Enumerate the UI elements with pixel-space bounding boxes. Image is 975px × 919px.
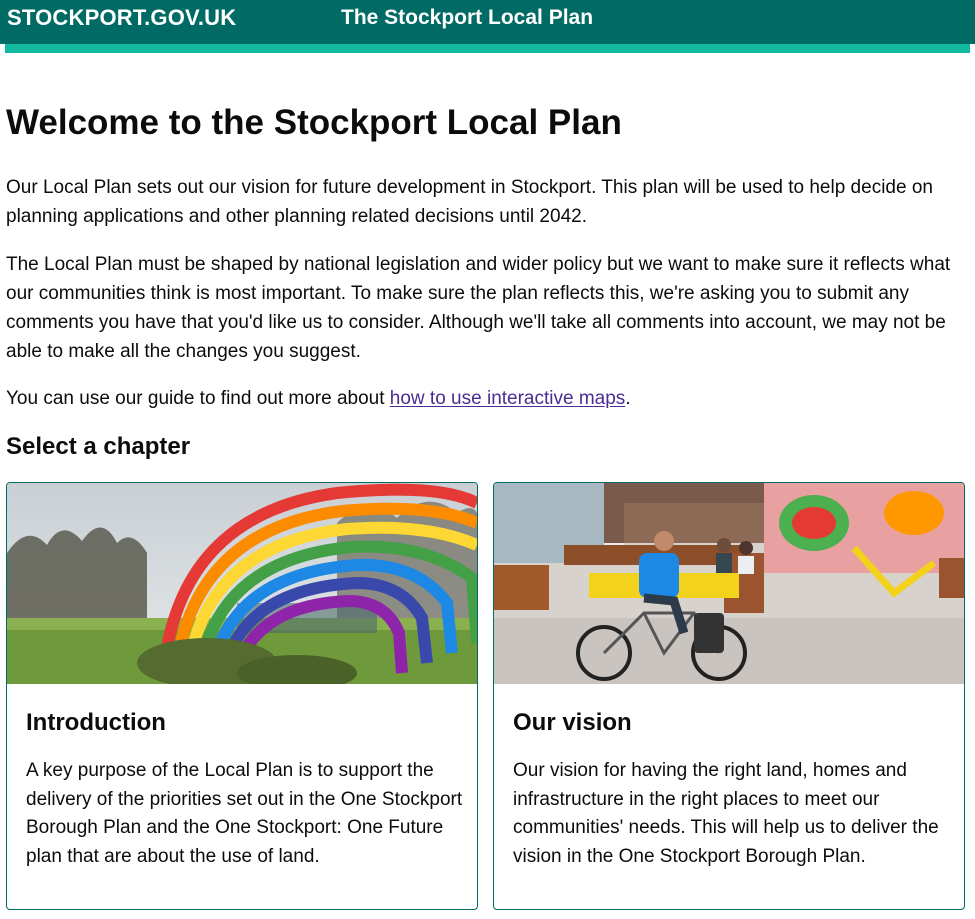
shaping-paragraph: The Local Plan must be shaped by national legislation and wider policy but we want to make sure it reflects what our communities think is most important. To make sure the plan reflects this, we're asking you to submit any comments you have that you'd like us to consider. Although we'll take all comments into account, we may not be able to make all the changes you suggest. [6,254,951,362]
chapter-card-our-vision[interactable] [493,482,965,910]
service-name-link[interactable]: The Stockport Local Plan [341,6,594,29]
header-bar [0,0,975,44]
guide-paragraph [6,384,966,413]
chapter-title[interactable]: Our vision [513,709,632,736]
stockport-home-link[interactable]: STOCKPORT.GOV.UK [7,5,237,30]
header-accent-stripe [5,44,970,53]
chapter-description: Our vision for having the right land, homes and infrastructure in the right places to meet our communities' needs. This will help us to deliver the vision in the One Stockport Borough Plan. [513,760,939,867]
chapters-heading: Select a chapter [6,433,191,460]
page-title: Welcome to the Stockport Local Plan [6,103,622,142]
interactive-maps-guide-link[interactable]: how to use interactive maps [389,388,626,409]
intro-paragraph: Our Local Plan sets out our vision for future development in Stockport. This plan will be used to help decide on planning applications and other planning related decisions until 2042. [6,177,933,227]
cyclist-square-photo [494,483,964,684]
chapter-title[interactable]: Introduction [26,709,166,736]
guide-text-end: . [625,388,631,409]
rainbow-sculpture-photo [7,483,477,684]
chapter-card-introduction[interactable] [6,482,478,910]
chapter-description: A key purpose of the Local Plan is to support the delivery of the priorities set out in the One Stockport Borough Plan and the One Stockport: One Future plan that are about the use of land. [26,760,463,867]
guide-text: You can use our guide to find out more about [6,388,390,409]
